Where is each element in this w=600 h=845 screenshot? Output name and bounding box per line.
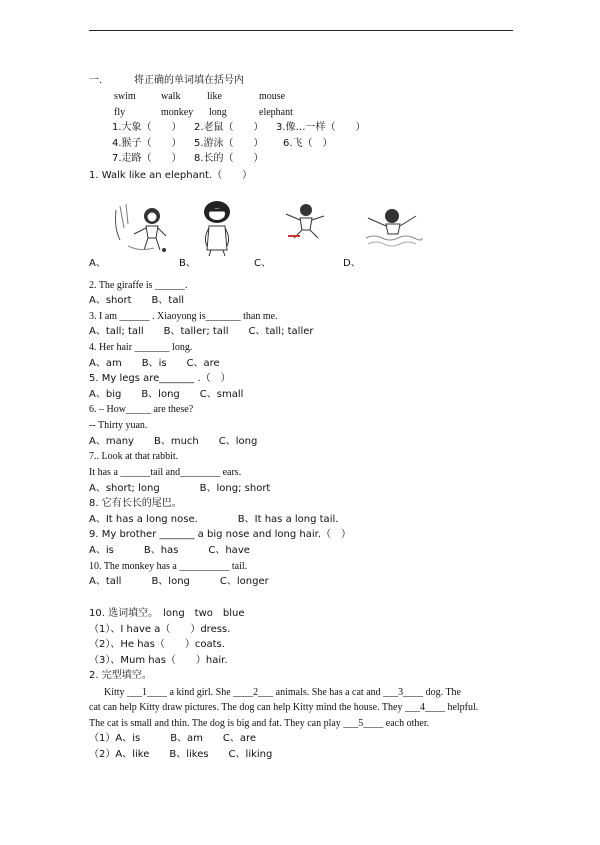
q1-option-a: A、	[89, 258, 106, 269]
vocab-item: 2.老鼠（ ）	[194, 122, 264, 133]
q1-option-b: B、	[179, 258, 196, 269]
q2-options: A、short B、tall	[89, 295, 185, 306]
word: walk	[161, 91, 181, 102]
cloze-line: The cat is small and thin. The dog is big and fat. They can play ___5____ each other.	[89, 718, 430, 729]
q1-option-d: D、	[343, 258, 361, 269]
q7-options: A、short; long B、long; short	[89, 483, 271, 494]
fill-item: （3）、Mum has（ ）hair.	[89, 655, 228, 666]
question-3: 3. I am ______ . Xiaoyong is_______ than me.	[89, 311, 278, 322]
vocab-item: 8.长的（ ）	[194, 153, 264, 164]
fill-title: 10. 选词填空。 long two blue	[89, 608, 245, 619]
fill-item: （1）、I have a（ ）dress.	[89, 624, 231, 635]
question-10: 10. The monkey has a __________ tail.	[89, 561, 248, 572]
vocab-item: 3.像…一样（ ）	[276, 122, 366, 133]
question-5: 5. My legs are_______ .（ ）	[89, 373, 231, 384]
word: fly	[114, 107, 126, 118]
cloze-title: 2. 完型填空。	[89, 670, 152, 681]
question-8: 8. 它有长长的尾巴。	[89, 498, 182, 509]
cloze-line: Kitty ___1____ a kind girl. She ____2___ animals. She has a cat and ___3____ dog. The	[104, 687, 461, 698]
vocab-item: 6.飞（ ）	[283, 138, 333, 149]
word: mouse	[259, 91, 286, 102]
monkey-boy-picture	[195, 196, 243, 258]
vocab-item: 5.游泳（ ）	[194, 138, 264, 149]
word: swim	[114, 91, 136, 102]
q9-options: A、is B、has C、have	[89, 545, 250, 556]
word: elephant	[259, 107, 293, 118]
cloze-options: （2）A、like B、likes C、liking	[89, 749, 273, 760]
question-7: 7.. Look at that rabbit.	[89, 451, 179, 462]
word: monkey	[161, 107, 194, 118]
q4-options: A、am B、is C、are	[89, 358, 220, 369]
question-2: 2. The giraffe is ______.	[89, 280, 188, 291]
q6-answer: -- Thirty yuan.	[89, 420, 148, 431]
word: long	[209, 107, 227, 118]
question-1: 1. Walk like an elephant.（ ）	[89, 170, 253, 181]
word: like	[207, 91, 222, 102]
cloze-line: cat can help Kitty draw pictures. The dog can help Kitty mind the house. They ___4____ helpful.	[89, 702, 479, 713]
question-6: 6. – How_____ are these?	[89, 404, 194, 415]
q1-option-c: C、	[254, 258, 271, 269]
q10-options: A、tall B、long C、longer	[89, 576, 269, 587]
vocab-item: 1.大象（ ）	[112, 122, 182, 133]
elephant-walk-picture	[110, 198, 178, 256]
vocab-item: 7.走路（ ）	[112, 153, 182, 164]
section-instruction: 将正确的单词填在括号内	[134, 75, 244, 86]
vocab-item: 4.猴子（ ）	[112, 138, 182, 149]
cloze-options: （1）A、is B、am C、are	[89, 733, 257, 744]
question-4: 4. Her hair _______ long.	[89, 342, 193, 353]
swimming-girl-picture	[362, 204, 424, 250]
q6-options: A、many B、much C、long	[89, 436, 258, 447]
q3-options: A、tall; tall B、taller; tall C、tall; taller	[89, 326, 314, 337]
q5-options: A、big B、long C、small	[89, 389, 244, 400]
q7-sentence: It has a ______tail and________ ears.	[89, 467, 242, 478]
section-number: 一.	[89, 75, 103, 86]
q8-options: A、It has a long nose. B、It has a long tail.	[89, 514, 339, 525]
fill-item: （2）、He has（ ）coats.	[89, 639, 225, 650]
question-9: 9. My brother _______ a big nose and long hair.（ ）	[89, 529, 352, 540]
top-rule	[89, 30, 513, 31]
flying-girl-picture	[280, 202, 328, 242]
